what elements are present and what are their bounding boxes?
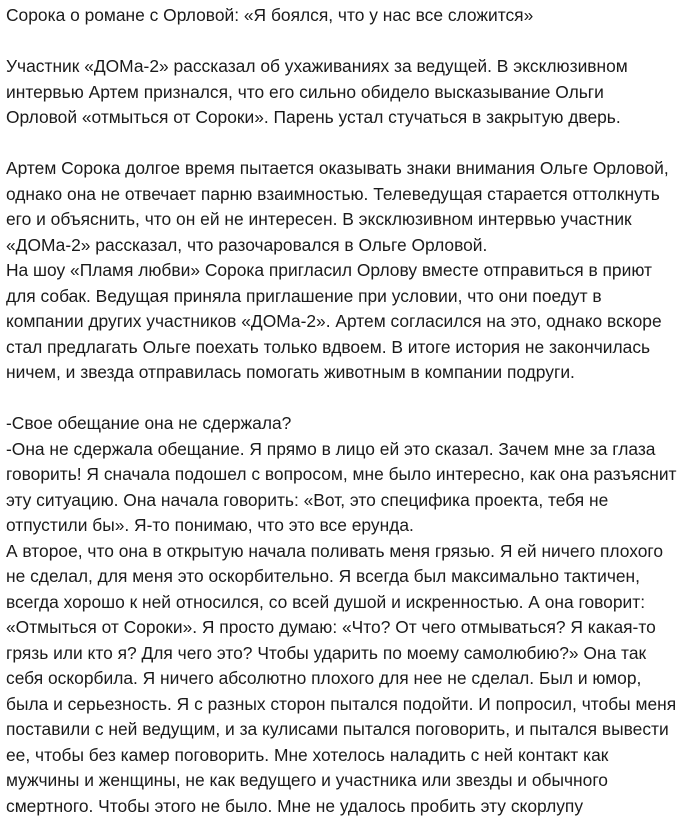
interview-line: была и серьезность. Я с разных сторон пытался подойти. И попросил, чтобы меня bbox=[6, 692, 696, 718]
interview-line: не сделал, для меня это оскорбительно. Я всегда был максимально тактичен, bbox=[6, 564, 696, 590]
paragraph-gap bbox=[6, 131, 696, 157]
interview-line: всегда хорошо к ней относился, со всей душой и искренностью. А она говорит: bbox=[6, 590, 696, 616]
body-line: «ДОМа-2» рассказал, что разочаровался в Ольге Орловой. bbox=[6, 233, 696, 259]
paragraph-gap bbox=[6, 29, 696, 55]
body-line: его и объяснить, что он ей не интересен. В эксклюзивном интервью участник bbox=[6, 207, 696, 233]
lead-line: Участник «ДОМа-2» рассказал об ухаживаниях за ведущей. В эксклюзивном bbox=[6, 54, 696, 80]
body-line: стал предлагать Ольге поехать только вдвоем. В итоге история не закончилась bbox=[6, 335, 696, 361]
interview-line: грязь или кто я? Для чего это? Чтобы ударить по моему самолюбию?» Она так bbox=[6, 641, 696, 667]
lead-line: интервью Артем признался, что его сильно обидело высказывание Ольги bbox=[6, 80, 696, 106]
lead-paragraph bbox=[6, 54, 696, 131]
body-line: однако она не отвечает парню взаимностью. Телеведущая старается оттолкнуть bbox=[6, 182, 696, 208]
interview-line: смертного. Чтобы этого не было. Мне не удалось пробить эту скорлупу bbox=[6, 794, 696, 819]
body-line: ничем, и звезда отправилась помогать животным в компании подруги. bbox=[6, 360, 696, 386]
interview-line: ее, чтобы без камер поговорить. Мне хотелось наладить с ней контакт как bbox=[6, 743, 696, 769]
article bbox=[6, 0, 696, 819]
lead-line: Орловой «отмыться от Сороки». Парень устал стучаться в закрытую дверь. bbox=[6, 105, 696, 131]
interview-line: говорить! Я сначала подошел с вопросом, мне было интересно, как она разъяснит bbox=[6, 462, 696, 488]
body-line: для собак. Ведущая приняла приглашение при условии, что они поедут в bbox=[6, 284, 696, 310]
interview-line: эту ситуацию. Она начала говорить: «Вот, это специфика проекта, тебя не bbox=[6, 488, 696, 514]
interview-section bbox=[6, 411, 696, 819]
body-paragraph bbox=[6, 156, 696, 386]
article-title: Сорока о романе с Орловой: «Я боялся, что у нас все сложится» bbox=[6, 0, 696, 29]
body-line: Артем Сорока долгое время пытается оказывать знаки внимания Ольге Орловой, bbox=[6, 156, 696, 182]
interview-line: себя оскорбила. Я ничего абсолютно плохого для нее не сделал. Был и юмор, bbox=[6, 666, 696, 692]
paragraph-gap bbox=[6, 386, 696, 412]
body-line: На шоу «Пламя любви» Сорока пригласил Орлову вместе отправиться в приют bbox=[6, 258, 696, 284]
interview-line: А второе, что она в открытую начала поливать меня грязью. Я ей ничего плохого bbox=[6, 539, 696, 565]
interview-line: поставили с ней ведущим, и за кулисами пытался поговорить, и пытался вывести bbox=[6, 717, 696, 743]
interview-line: мужчины и женщины, не как ведущего и участника или звезды и обычного bbox=[6, 768, 696, 794]
interview-question: -Свое обещание она не сдержала? bbox=[6, 411, 696, 437]
body-line: компании других участников «ДОМа-2». Артем согласился на это, однако вскоре bbox=[6, 309, 696, 335]
interview-line: «Отмыться от Сороки». Я просто думаю: «Что? От чего отмываться? Я какая-то bbox=[6, 615, 696, 641]
interview-line: отпустили бы». Я-то понимаю, что это все ерунда. bbox=[6, 513, 696, 539]
interview-line: -Она не сдержала обещание. Я прямо в лицо ей это сказал. Зачем мне за глаза bbox=[6, 437, 696, 463]
